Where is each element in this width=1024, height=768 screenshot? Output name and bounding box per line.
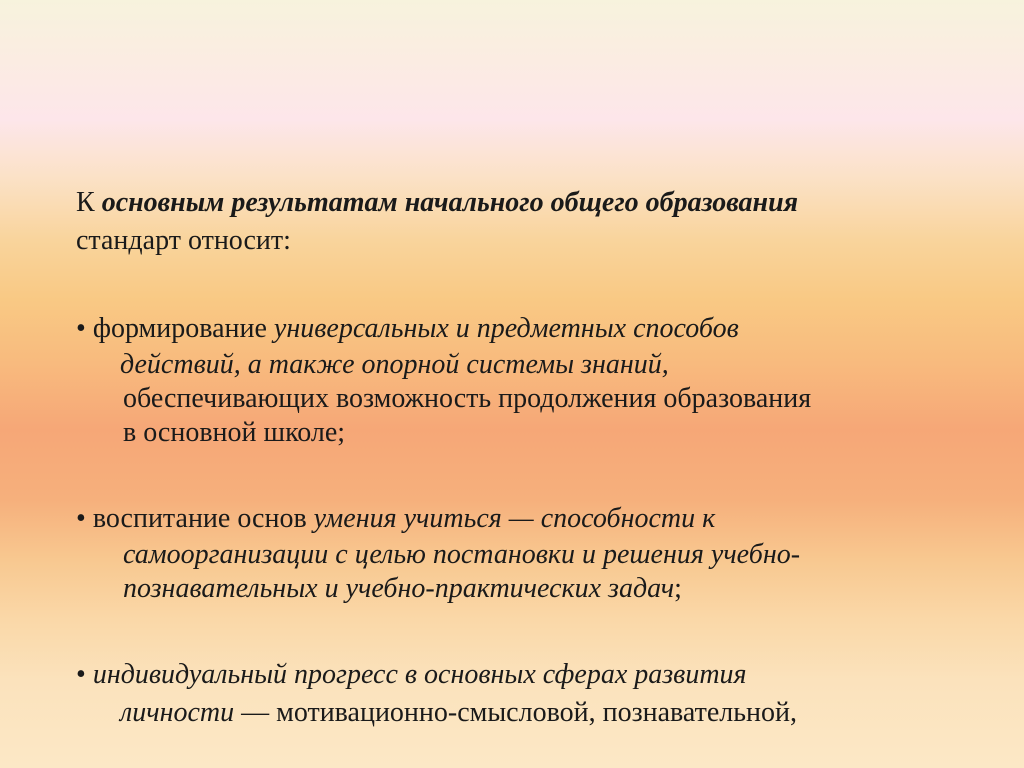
bullet-3-line-1 [76,656,996,694]
bullet-3-line-2-tail: — мотивационно-смысловой, познавательной, [234,697,797,728]
bullet-2-line-1 [76,500,996,538]
bullet-2-plain: воспитание основ [85,503,314,534]
bullet-1-line-3: обеспечивающих возможность продолжения образования [123,383,812,414]
intro-prefix: К [76,187,102,218]
spacer [76,450,996,500]
bullet-3-italic: индивидуальный прогресс в основных сферах развития [92,659,747,690]
intro-line-1 [76,184,996,222]
bullet-3-plain [86,659,93,690]
bullet-2-line-3-italic: познавательных и учебно-практических задач [123,573,675,604]
bullet-3-line-2-italic: личности [120,697,235,728]
bullet-marker: • [76,503,86,534]
bullet-2-line-3-tail: ; [674,573,682,604]
bullet-1-line-1 [76,310,996,348]
bullet-2-line-2 [76,538,996,572]
bullet-1-line-2 [76,348,996,382]
bullet-1-plain: формирование [85,313,274,344]
spacer [76,606,996,656]
bullet-2-line-2-italic: самоорганизации с целью постановки и решения учебно- [123,539,801,570]
bullet-item-3 [76,656,996,732]
bullet-2-line-3 [76,572,996,606]
intro-line-2: стандарт относит: [76,225,291,256]
intro-emphasis: основным результатам начального общего образования [101,187,799,218]
bullet-2-italic: умения учиться — способности к [313,503,716,534]
bullet-marker: • [76,313,86,344]
spacer [76,260,996,310]
bullet-1-italic: универсальных и предметных способов [273,313,739,344]
slide-body [76,184,996,732]
bullet-1-line-2-italic: действий, а также опорной системы знаний, [120,349,669,380]
bullet-1-line-4: в основной школе; [123,417,346,448]
bullet-marker: • [76,659,86,690]
bullet-3-line-2 [76,694,996,732]
bullet-item-2 [76,500,996,606]
bullet-item-1 [76,310,996,450]
